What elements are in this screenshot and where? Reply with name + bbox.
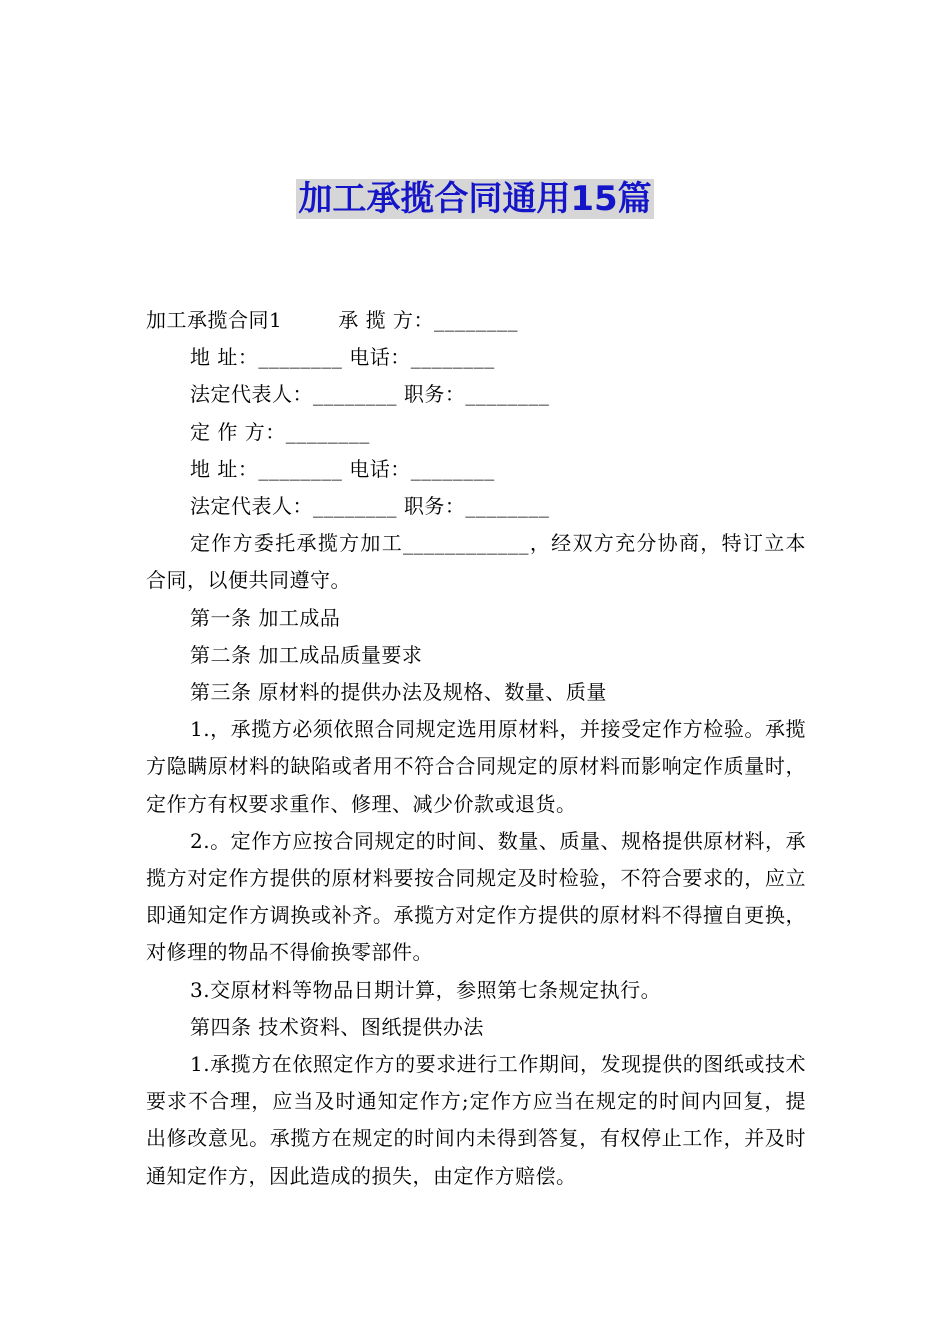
article-3-item-3: 3.交原材料等物品日期计算，参照第七条规定执行。	[190, 977, 662, 1002]
client-label: 定 作 方：________	[190, 419, 370, 444]
article-4-heading: 第四条 技术资料、图纸提供办法	[190, 1014, 484, 1039]
contract-heading: 加工承揽合同1	[146, 308, 283, 332]
article-3-item-1: 1.，承揽方必须依照合同规定选用原材料，并接受定作方检验。承揽方隐瞒原材料的缺陷或者用不符合合同规定的原材料而影响定作质量时，定作方有权要求重作、修理、减少价款或退货。	[146, 717, 806, 816]
document-title: 加工承揽合同通用15篇	[298, 179, 652, 219]
contractor-representative: 法定代表人：________ 职务：________	[190, 382, 550, 407]
contractor-label: 承 揽 方：________	[338, 308, 518, 332]
article-4-item-1: 1.承揽方在依照定作方的要求进行工作期间，发现提供的图纸或技术要求不合理，应当及时通知定作方;定作方应当在规定的时间内回复，提出修改意见。承揽方在规定的时间内未得到答复，有权停止工作，并及时通知定作方，因此造成的损失，由定作方赔偿。	[146, 1051, 806, 1188]
article-2-heading: 第二条 加工成品质量要求	[190, 642, 423, 667]
article-3-item-2: 2.。定作方应按合同规定的时间、数量、质量、规格提供原材料，承揽方对定作方提供的原材料要按合同规定及时检验，不符合要求的，应立即通知定作方调换或补齐。承揽方对定作方提供的原材料不得擅自更换，对修理的物品不得偷换零部件。	[146, 828, 806, 965]
intro-paragraph: 定作方委托承揽方加工____________，经双方充分协商，特订立本合同，以便共同遵守。	[146, 531, 806, 593]
client-address: 地 址：________ 电话：________	[190, 456, 495, 481]
contractor-address: 地 址：________ 电话：________	[190, 345, 495, 370]
article-3-heading: 第三条 原材料的提供办法及规格、数量、质量	[190, 679, 607, 704]
article-1-heading: 第一条 加工成品	[190, 605, 341, 630]
document-body	[146, 302, 806, 1195]
header-line	[146, 302, 806, 339]
client-representative: 法定代表人：________ 职务：________	[190, 493, 550, 518]
